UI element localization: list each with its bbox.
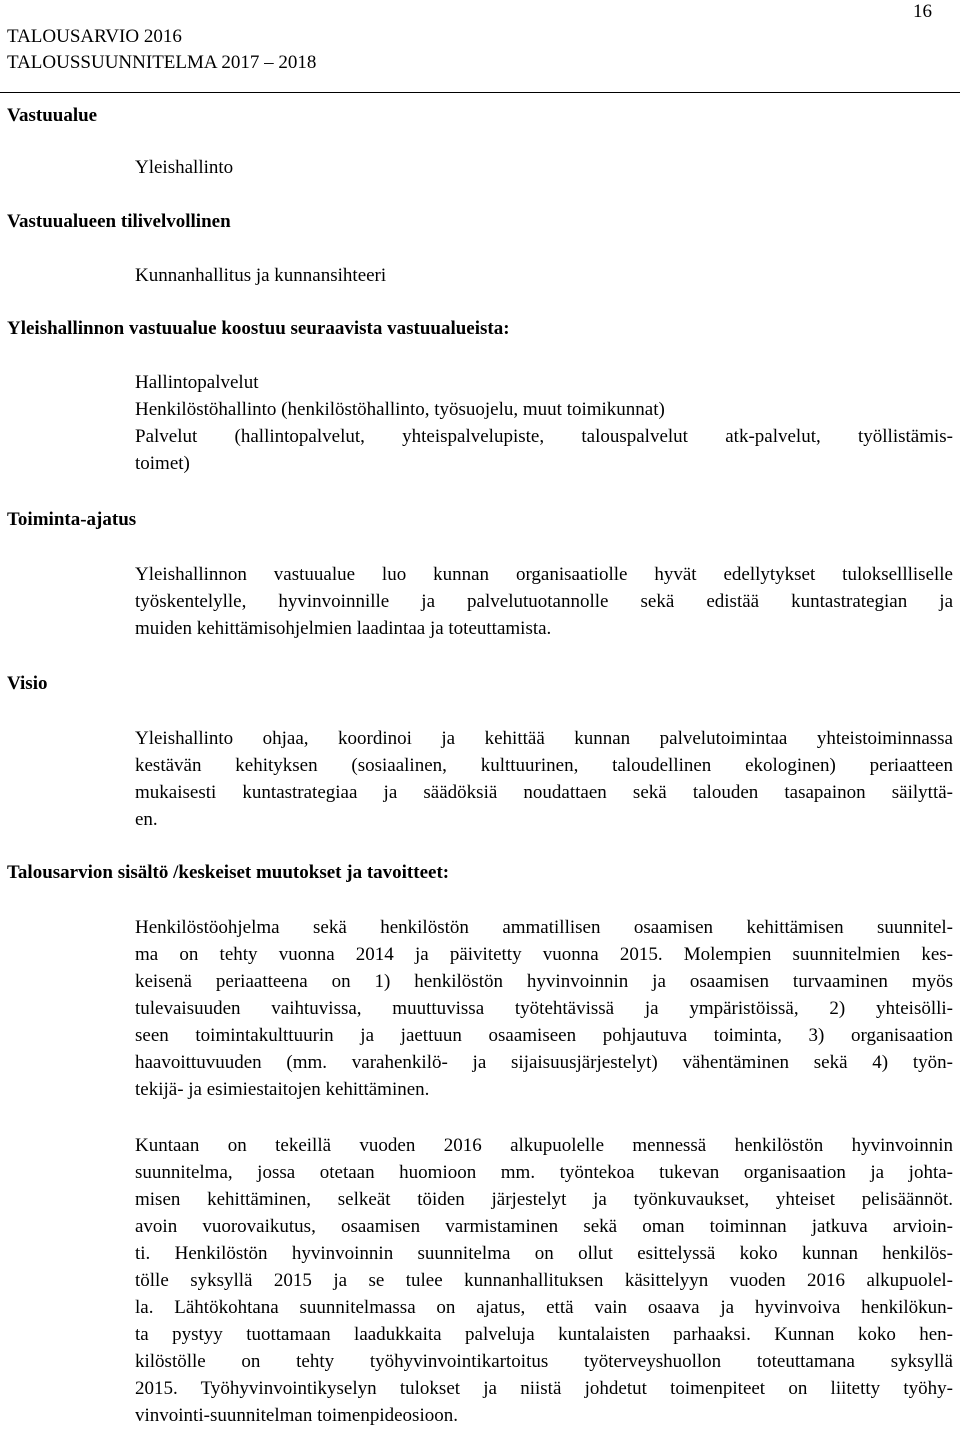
text-toiminta-ajatus (135, 561, 953, 642)
text-line: kestävän kehityksen (sosiaalinen, kulttuurinen, taloudellinen ekologinen) periaatteen (135, 755, 953, 776)
list-item: Henkilöstöhallinto (henkilöstöhallinto, työsuojelu, muut toimikunnat) (135, 399, 665, 420)
header-budget-title: TALOUSARVIO 2016 (7, 26, 182, 47)
text-line: tulevaisuuden vaihtuvissa, muuttuvissa työtehtävissä ja ympäristöissä, 2) yhteisölli- (135, 998, 953, 1019)
text-vastuualue: Yleishallinto (135, 157, 234, 178)
heading-tilivelvollinen: Vastuualueen tilivelvollinen (7, 211, 231, 232)
paragraph-henkilostoohjelma (135, 914, 953, 1103)
heading-koostuu: Yleishallinnon vastuualue koostuu seuraavista vastuualueista: (7, 318, 510, 339)
heading-toiminta-ajatus: Toiminta-ajatus (7, 509, 137, 530)
header-divider (0, 92, 960, 93)
text-line: Yleishallinnon vastuualue luo kunnan organisaatiolle hyvät edellytykset tuloksellliselle (135, 564, 953, 585)
text-line: Yleishallinto ohjaa, koordinoi ja kehittää kunnan palvelutoimintaa yhteistoiminnassa (135, 728, 953, 749)
text-line: muiden kehittämisohjelmien laadintaa ja toteuttamista. (135, 618, 552, 639)
text-tilivelvollinen: Kunnanhallitus ja kunnansihteeri (135, 265, 387, 286)
text-line: ma on tehty vuonna 2014 ja päivitetty vuonna 2015. Molempien suunnitelmien kes- (135, 944, 953, 965)
text-line: avoin vuorovaikutus, osaamisen varmistaminen sekä oman toiminnan jatkuva arvioin- (135, 1216, 953, 1237)
text-line: tölle syksyllä 2015 ja se tulee kunnanhallituksen käsittelyyn vuoden 2016 alkupuolel- (135, 1270, 953, 1291)
text-line: vinvointi-suunnitelman toimenpideosioon. (135, 1405, 458, 1426)
text-line: keisenä periaatteena on 1) henkilöstön hyvinvoinnin ja osaamisen turvaaminen myös (135, 971, 953, 992)
text-line: en. (135, 809, 158, 830)
heading-vastuualue: Vastuualue (7, 105, 98, 126)
text-line: Kuntaan on tekeillä vuoden 2016 alkupuolelle mennessä henkilöstön hyvinvoinnin (135, 1135, 953, 1156)
list-item: toimet) (135, 453, 190, 474)
text-line: la. Lähtökohtana suunnitelmassa on ajatus, että vain osaava ja hyvinvoiva henkilökun- (135, 1297, 953, 1318)
paragraph-hyvinvointisuunnitelma (135, 1132, 953, 1429)
text-line: haavoittuvuuden (mm. varahenkilö- ja sijaisuusjärjestelyt) vähentäminen sekä 4) työn- (135, 1052, 953, 1073)
text-line: misen kehittäminen, selkeät töiden järjestelyt ja työnkuvaukset, yhteiset pelisäännöt. (135, 1189, 953, 1210)
header-plan-title: TALOUSSUUNNITELMA 2017 – 2018 (7, 52, 317, 73)
text-line: 2015. Työhyvinvointikyselyn tulokset ja niistä johdetut toimenpiteet on liitetty työhy- (135, 1378, 953, 1399)
text-visio (135, 725, 953, 833)
text-line: Henkilöstöohjelma sekä henkilöstön ammatillisen osaamisen kehittämisen suunnitel- (135, 917, 953, 938)
list-item: Hallintopalvelut (135, 372, 259, 393)
page-number: 16 (913, 1, 932, 22)
text-line: seen toimintakulttuurin ja jaettuun osaamiseen pohjautuva toiminta, 3) organisaation (135, 1025, 953, 1046)
document-header (7, 24, 316, 76)
list-item: Palvelut (hallintopalvelut, yhteispalvelupiste, talouspalvelut atk-palvelut, työllistämis- (135, 426, 953, 447)
text-line: työskentelylle, hyvinvoinnille ja palvelutuotannolle sekä edistää kuntastrategian ja (135, 591, 953, 612)
text-line: ta pystyy tuottamaan laadukkaita palveluja kuntalaisten parhaaksi. Kunnan koko hen- (135, 1324, 953, 1345)
heading-visio: Visio (7, 673, 48, 694)
text-line: suunnitelma, jossa otetaan huomioon mm. työntekoa tukevan organisaation ja johta- (135, 1162, 953, 1183)
text-line: ti. Henkilöstön hyvinvoinnin suunnitelma on ollut esittelyssä koko kunnan henkilös- (135, 1243, 953, 1264)
text-line: kilöstölle on tehty työhyvinvointikartoitus työterveyshuollon toteuttamana syksyllä (135, 1351, 953, 1372)
heading-talousarvio: Talousarvion sisältö /keskeiset muutokset ja tavoitteet: (7, 862, 450, 883)
list-vastuualueet (135, 369, 953, 477)
text-line: mukaisesti kuntastrategiaa ja säädöksiä noudattaen sekä talouden tasapainon säilyttä- (135, 782, 953, 803)
text-line: tekijä- ja esimiestaitojen kehittäminen. (135, 1079, 430, 1100)
